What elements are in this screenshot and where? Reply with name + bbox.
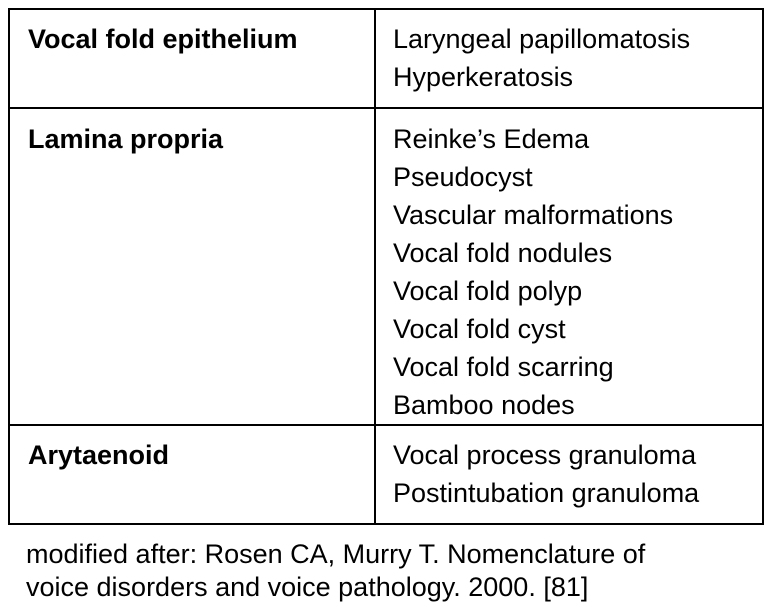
classification-table-container <box>8 8 764 525</box>
source-footnote <box>26 538 756 604</box>
disorder-item: Vascular malformations <box>393 200 674 230</box>
region-cell: Arytaenoid <box>9 425 375 524</box>
region-cell: Lamina propria <box>9 108 375 425</box>
disorder-item: Vocal fold polyp <box>393 276 583 306</box>
disorder-item: Vocal fold cyst <box>393 314 566 344</box>
disorder-item: Laryngeal papillomatosis <box>393 24 691 54</box>
disorders-cell <box>375 9 763 108</box>
disorders-cell <box>375 108 763 425</box>
classification-table <box>8 8 764 525</box>
disorder-item: Hyperkeratosis <box>393 62 574 92</box>
disorder-item: Reinke’s Edema <box>393 124 590 154</box>
disorder-item: Vocal fold nodules <box>393 238 613 268</box>
disorder-item: Postintubation granuloma <box>393 478 700 508</box>
table-row-arytaenoid <box>9 425 763 524</box>
disorder-item: Vocal fold scarring <box>393 352 614 382</box>
disorder-item: Pseudocyst <box>393 162 533 192</box>
disorder-item: Bamboo nodes <box>393 390 575 420</box>
disorder-item: Vocal process granuloma <box>393 440 697 470</box>
table-row-lamina-propria <box>9 108 763 425</box>
table-row-vocal-fold-epithelium <box>9 9 763 108</box>
region-cell: Vocal fold epithelium <box>9 9 375 108</box>
disorders-cell <box>375 425 763 524</box>
footnote-line: modified after: Rosen CA, Murry T. Nomenclature of <box>26 539 646 569</box>
footnote-line: voice disorders and voice pathology. 2000. [81] <box>26 572 589 602</box>
